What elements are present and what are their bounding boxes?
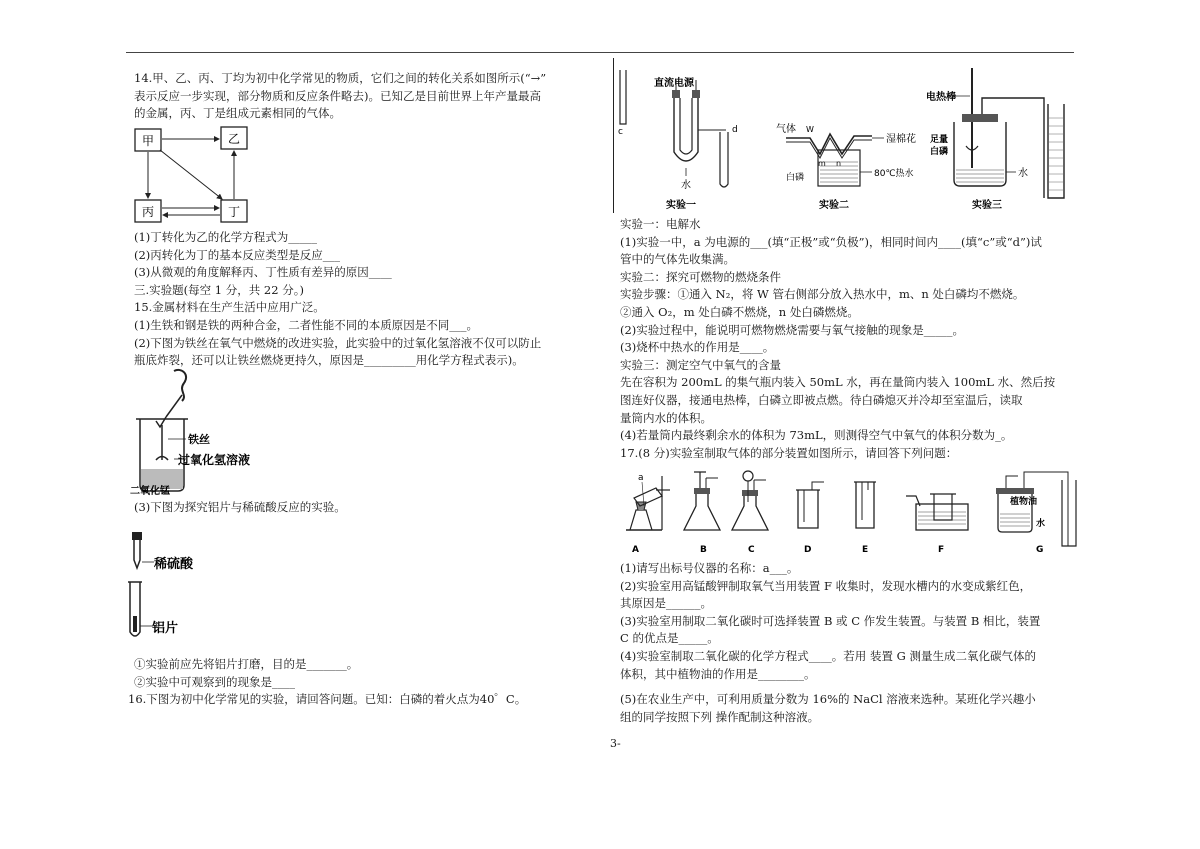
label-wet-cotton: 湿棉花 [886, 134, 916, 145]
label-app-e: E [862, 545, 869, 555]
label-h2o2: 过氧化氢溶液 [178, 453, 251, 467]
label-water-g: 水 [1036, 519, 1046, 529]
exp3-line-b: 图连好仪器，接通电热棒，白磷立即被点燃。待白磷熄灭并冷却至室温后，读取 [620, 392, 1023, 407]
label-white-phosphorus: 白磷 [786, 173, 805, 183]
mark-a-apparatus: a [638, 473, 644, 483]
label-mno2: 二氧化锰 [130, 486, 170, 497]
mark-n: n [836, 159, 842, 168]
q17-2b: 其原因是______。 [620, 596, 712, 611]
label-heating-rod: 电热棒 [926, 92, 956, 103]
q15-1: (1)生铁和钢是铁的两种合金，二者性能不同的本质原因是不同___。 [134, 317, 479, 332]
q14-2: (2)丙转化为丁的基本反应类型是反应___ [134, 247, 341, 262]
q16: 16.下图为初中化学常见的实验，请回答问题。已知：白磷的着火点为40゜C。 [128, 692, 527, 707]
page-number: 3- [610, 737, 621, 750]
label-hot-water: 80℃热水 [874, 169, 914, 179]
header-rule [126, 52, 1074, 53]
exp1-q1a: (1)实验一中，a 为电源的___(填“正极”或“负极”)，相同时间内____(填“c”或“d”)试 [620, 234, 1042, 249]
q14-1: (1)丁转化为乙的化学方程式为_____ [134, 230, 318, 244]
q15: 15.金属材料在生产生活中应用广泛。 [134, 300, 325, 315]
label-dc-power: 直流电源 [654, 78, 694, 89]
box-jia: 甲 [141, 134, 155, 148]
exp3-line-a: 先在容积为 200mL 的集气瓶内装入 50mL 水，再在量筒内装入 100mL 水、然后按 [620, 375, 1056, 390]
iron-wire-figure [126, 365, 276, 497]
box-ding: 丁 [227, 205, 241, 219]
exp2-q2: (2)实验过程中，能说明可燃物燃烧需要与氧气接触的现象是_____。 [620, 322, 965, 337]
q17-3a: (3)实验室用制取二氧化碳时可选择装置 B 或 C 作发生装置。与装置 B 相比，装置 [620, 613, 1041, 628]
mark-w: W [806, 125, 814, 134]
label-ample: 足量 [930, 135, 949, 145]
label-app-a: A [632, 545, 639, 555]
section-3-title: 三.实验题(每空 1 分，共 22 分。) [134, 282, 304, 297]
label-iron-wire: 铁丝 [188, 433, 210, 446]
label-app-d: D [804, 545, 812, 555]
label-exp3: 实验三 [972, 200, 1002, 211]
q17-5b: 组的同学按照下列 操作配制这种溶液。 [620, 709, 820, 724]
apparatus-figure [616, 466, 1090, 558]
mark-c: c [618, 127, 623, 137]
left-column-3 [128, 656, 589, 709]
q17-title: 17.(8 分)实验室制取气体的部分装置如图所示，请回答下列问题： [620, 445, 958, 460]
exp2-step2: ②通入 O₂，m 处白磷不燃烧，n 处白磷燃烧。 [620, 304, 859, 319]
left-column [134, 70, 589, 123]
exp3-line-c: 量筒内水的体积。 [620, 410, 712, 425]
label-water-1: 水 [681, 180, 691, 191]
exp3-q4: (4)若量筒内最终剩余水的体积为 73mL，则测得空气中氧气的体积分数为_。 [620, 428, 1013, 443]
exp1-title: 实验一：电解水 [620, 217, 701, 231]
label-app-b: B [700, 545, 707, 555]
conversion-diagram [132, 124, 252, 224]
box-bing: 丙 [141, 205, 155, 219]
exp2-title: 实验二：探究可燃物的燃烧条件 [620, 269, 781, 284]
label-app-c: C [748, 545, 755, 555]
label-plant-oil: 植物油 [1010, 497, 1038, 507]
q15-3-text [134, 499, 589, 517]
spacer [620, 683, 1075, 691]
q14-3: (3)从微观的角度解释丙、丁性质有差异的原因____ [134, 265, 392, 280]
q15-3a: ①实验前应先将铝片打磨，目的是_______。 [134, 657, 359, 671]
label-app-g: G [1036, 545, 1044, 555]
q15-2b: 瓶底炸裂，还可以让铁丝燃烧更持久，原因是_________用化学方程式表示)。 [134, 353, 524, 368]
label-al-sheet: 铝片 [152, 621, 179, 636]
label-dilute-acid: 稀硫酸 [154, 557, 194, 572]
q17-4a: (4)实验室制取二氧化碳的化学方程式____。若用 装置 G 测量生成二氧化碳气体的 [620, 648, 1036, 663]
q17-1: (1)请写出标号仪器的名称：a___。 [620, 561, 799, 575]
aluminum-acid-figure [124, 528, 224, 644]
three-experiments-figure [614, 58, 1084, 214]
q17-3b: C 的优点是_____。 [620, 631, 719, 646]
exp3-title: 实验三：测定空气中氧气的含量 [620, 357, 781, 372]
q17-2a: (2)实验室用高锰酸钾制取氧气当用装置 F 收集时，发现水槽内的水变成紫红色， [620, 578, 1032, 593]
q17-5a: (5)在农业生产中，可利用质量分数为 16%的 NaCl 溶液来选种。某班化学兴趣小 [620, 692, 1036, 707]
mark-d: d [732, 125, 738, 135]
q17-4b: 体积，其中植物油的作用是________。 [620, 666, 816, 681]
label-exp2: 实验二 [819, 200, 849, 211]
label-white-phosphorus-3: 白磷 [930, 147, 949, 157]
q15-2a: (2)下图为铁丝在氧气中燃烧的改进实验，此实验中的过氧化氢溶液不仅可以防止 [134, 335, 542, 350]
label-water-3: 水 [1018, 168, 1028, 179]
label-app-f: F [938, 545, 945, 555]
left-column-2 [134, 229, 589, 370]
q15-3: (3)下图为探究铝片与稀硫酸反应的实验。 [134, 500, 346, 514]
right-column [620, 216, 1075, 462]
mark-m: m [818, 159, 826, 168]
exp2-q3: (3)烧杯中热水的作用是____。 [620, 340, 775, 355]
box-yi: 乙 [227, 132, 241, 146]
label-gas: 气体 [776, 124, 796, 135]
right-column-2 [620, 560, 1075, 726]
exp1-q1b: 管中的气体先收集满。 [620, 252, 735, 267]
q14-line2: 表示反应一步实现，部分物质和反应条件略去)。已知乙是目前世界上年产量最高 [134, 88, 541, 103]
exp2-step1: 实验步骤：①通入 N₂，将 W 管右侧部分放入热水中，m、n 处白磷均不燃烧。 [620, 287, 1025, 302]
q14-line1: 14.甲、乙、丙、丁均为初中化学常见的物质，它们之间的转化关系如图所示(“→” [134, 71, 547, 85]
q14-line3: 的金属，丙、丁是组成元素相同的气体。 [134, 106, 341, 121]
label-exp1: 实验一 [666, 200, 696, 211]
q15-3b: ②实验中可观察到的现象是____ [134, 674, 295, 689]
